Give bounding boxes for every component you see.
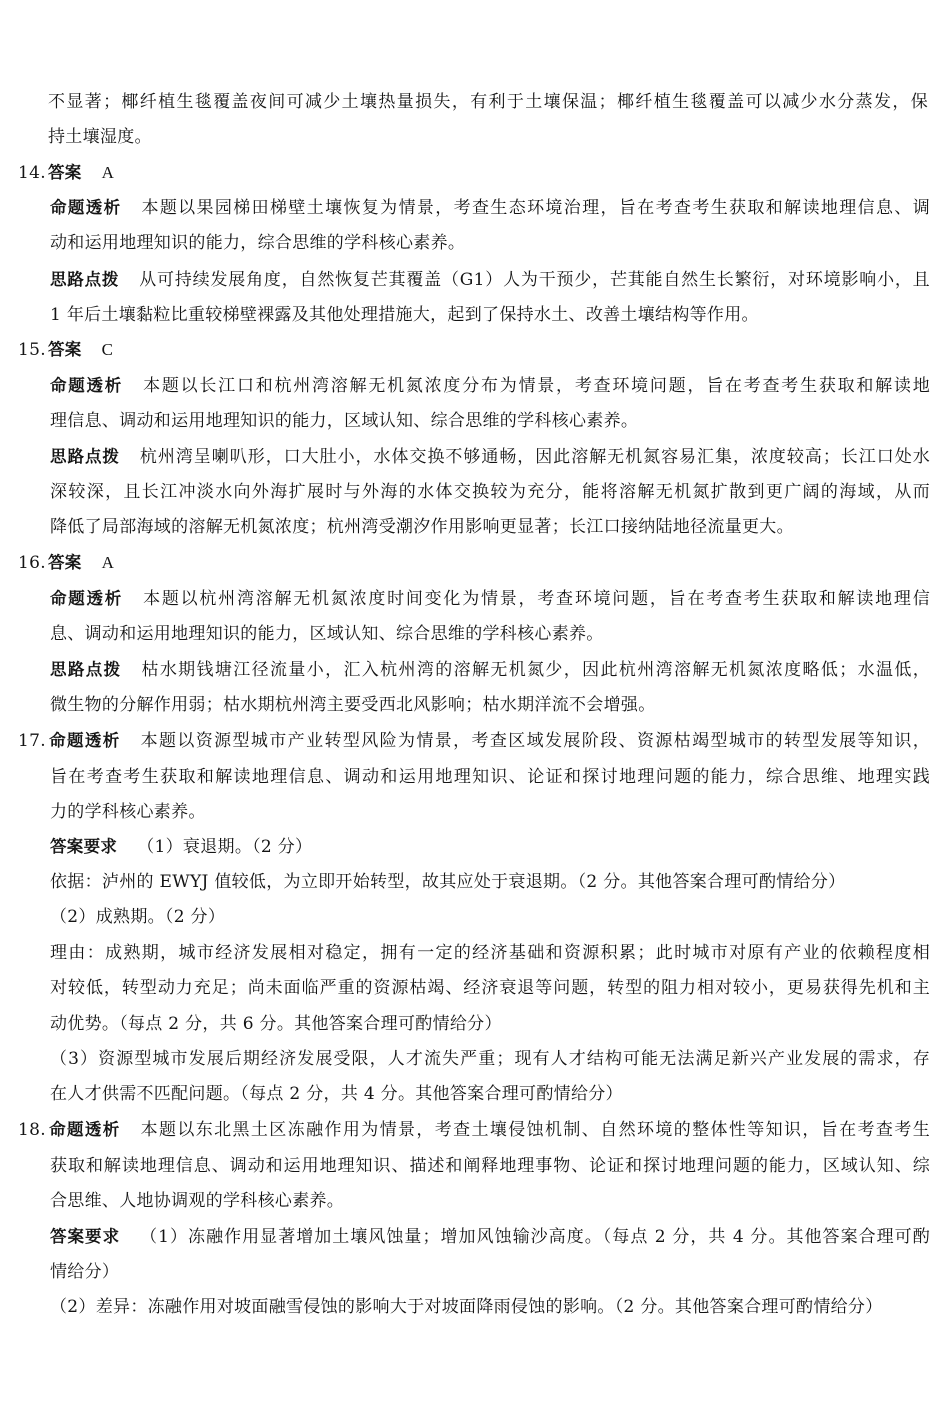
text-line: 合思维、人地协调观的学科核心素养。 [50,1191,345,1211]
text-line: 理由：成熟期，城市经济发展相对稳定，拥有一定的经济基础和资源积累；此时城市对原有产业的依赖程度相 [50,943,930,963]
text-span: 杭州湾呈喇叭形，口大肚小，水体交换不够通畅，因此溶解无机氮容易汇集，浓度较高；长江口处水 [139,447,930,467]
text-span: 本题以果园梯田梯壁土壤恢复为情景，考查生态环境治理，旨在考查考生获取和解读地理信息、调 [141,198,930,218]
answer-value: A [101,553,115,572]
text-line: 旨在考查考生获取和解读地理信息、调动和运用地理知识、论证和探讨地理问题的能力，综合思维、地理实践 [50,767,930,787]
text-line: 持土壤湿度。 [48,127,152,147]
text-line: 情给分） [50,1262,120,1282]
section-label: 命题透析 [48,1120,121,1139]
question-number: 14. [18,163,46,183]
text-line: 力的学科核心素养。 [50,802,206,822]
text-line: 不显著；椰纤植生毯覆盖夜间可减少土壤热量损失，有利于土壤保温；椰纤植生毯覆盖可以减少水分蒸发，保 [48,92,928,112]
text-line: 降低了局部海域的溶解无机氮浓度；杭州湾受潮汐作用影响更显著；长江口接纳陆地径流量更大。 [50,517,794,537]
section-label: 命题透析 [50,376,124,395]
text-span: 本题以杭州湾溶解无机氮浓度时间变化为情景，考查环境问题，旨在考查考生获取和解读地理信 [143,589,930,609]
text-line: 1 年后土壤黏粒比重较梯壁裸露及其他处理措施大，起到了保持水土、改善土壤结构等作用。 [50,305,759,325]
q15-hint-line [50,440,930,474]
text-line: 深较深，且长江冲淡水向外海扩展时与外海的水体交换较为充分，能将溶解无机氮扩散到更广阔的海域，从而 [50,482,930,502]
section-label: 命题透析 [50,589,124,608]
q16-analysis-line [50,582,930,616]
section-label: 答案要求 [50,1227,121,1246]
text-span: 本题以东北黑土区冻融作用为情景，考查土壤侵蚀机制、自然环境的整体性等知识，旨在考查考生 [140,1120,930,1140]
answer-label: 答案 [48,340,82,359]
answer-value: A [101,163,115,182]
question-number: 18. [18,1120,46,1140]
text-span: （1）冻融作用显著增加土壤风蚀量；增加风蚀输沙高度。（每点 2 分，共 4 分。其他答案合理可酌 [140,1227,930,1247]
q16-answer-line [18,546,930,580]
text-line: （2）成熟期。（2 分） [50,907,226,927]
text-line: 理信息、调动和运用地理知识的能力，区域认知、综合思维的学科核心素养。 [50,411,639,431]
text-line: （3）资源型城市发展后期经济发展受限，人才流失严重；现有人才结构可能无法满足新兴产业发展的需求，存 [50,1049,930,1069]
text-span: 枯水期钱塘江径流量小，汇入杭州湾的溶解无机氮少，因此杭州湾溶解无机氮浓度略低；水温低， [141,660,930,680]
q14-answer-line [18,156,930,190]
q16-hint-line [50,653,930,687]
q15-analysis-line [50,369,930,403]
section-label: 答案要求 [50,837,118,856]
text-line: 息、调动和运用地理知识的能力，区域认知、综合思维的学科核心素养。 [50,624,604,644]
question-number: 17. [18,731,46,751]
text-line: 微生物的分解作用弱；枯水期杭州湾主要受西北风影响；枯水期洋流不会增强。 [50,695,656,715]
q14-hint-line [50,263,930,297]
text-line: 获取和解读地理信息、调动和运用地理知识、描述和阐释地理事物、论证和探讨地理问题的能力，区域认知、综 [50,1156,930,1176]
question-number: 15. [18,340,46,360]
q14-analysis-line [50,191,930,225]
answer-value: C [101,340,114,359]
text-line: （2）差异：冻融作用对坡面融雪侵蚀的影响大于对坡面降雨侵蚀的影响。（2 分。其他答案合理可酌情给分） [50,1297,883,1317]
answer-label: 答案 [48,553,82,572]
q17-requirement-line [50,830,930,864]
text-span: （1）衰退期。（2 分） [137,837,313,857]
text-span: 从可持续发展角度，自然恢复芒萁覆盖（G1）人为干预少，芒萁能自然生长繁衍，对环境影响小，且 [139,270,930,290]
text-span: 本题以资源型城市产业转型风险为情景，考查区域发展阶段、资源枯竭型城市的转型发展等知识， [140,731,930,751]
section-label: 命题透析 [50,198,122,217]
text-line: 依据：泸州的 EWYJ 值较低，为立即开始转型，故其应处于衰退期。（2 分。其他答案合理可酌情给分） [50,872,846,892]
text-line: 在人才供需不匹配问题。（每点 2 分，共 4 分。其他答案合理可酌情给分） [50,1084,623,1104]
q17-analysis-line [18,724,930,758]
text-line: 对较低，转型动力充足；尚未面临严重的资源枯竭、经济衰退等问题，转型的阻力相对较小，更易获得先机和主 [50,978,930,998]
q18-analysis-line [18,1113,930,1147]
section-label: 命题透析 [48,731,121,750]
section-label: 思路点拨 [50,270,120,289]
text-span: 本题以长江口和杭州湾溶解无机氮浓度分布为情景，考查环境问题，旨在考查考生获取和解读地 [143,376,930,396]
q18-requirement-line [50,1220,930,1254]
section-label: 思路点拨 [50,660,122,679]
section-label: 思路点拨 [50,447,120,466]
text-line: 动优势。（每点 2 分，共 6 分。其他答案合理可酌情给分） [50,1014,502,1034]
q15-answer-line [18,333,930,367]
question-number: 16. [18,553,46,573]
text-line: 动和运用地理知识的能力，综合思维的学科核心素养。 [50,233,466,253]
answer-label: 答案 [48,163,82,182]
